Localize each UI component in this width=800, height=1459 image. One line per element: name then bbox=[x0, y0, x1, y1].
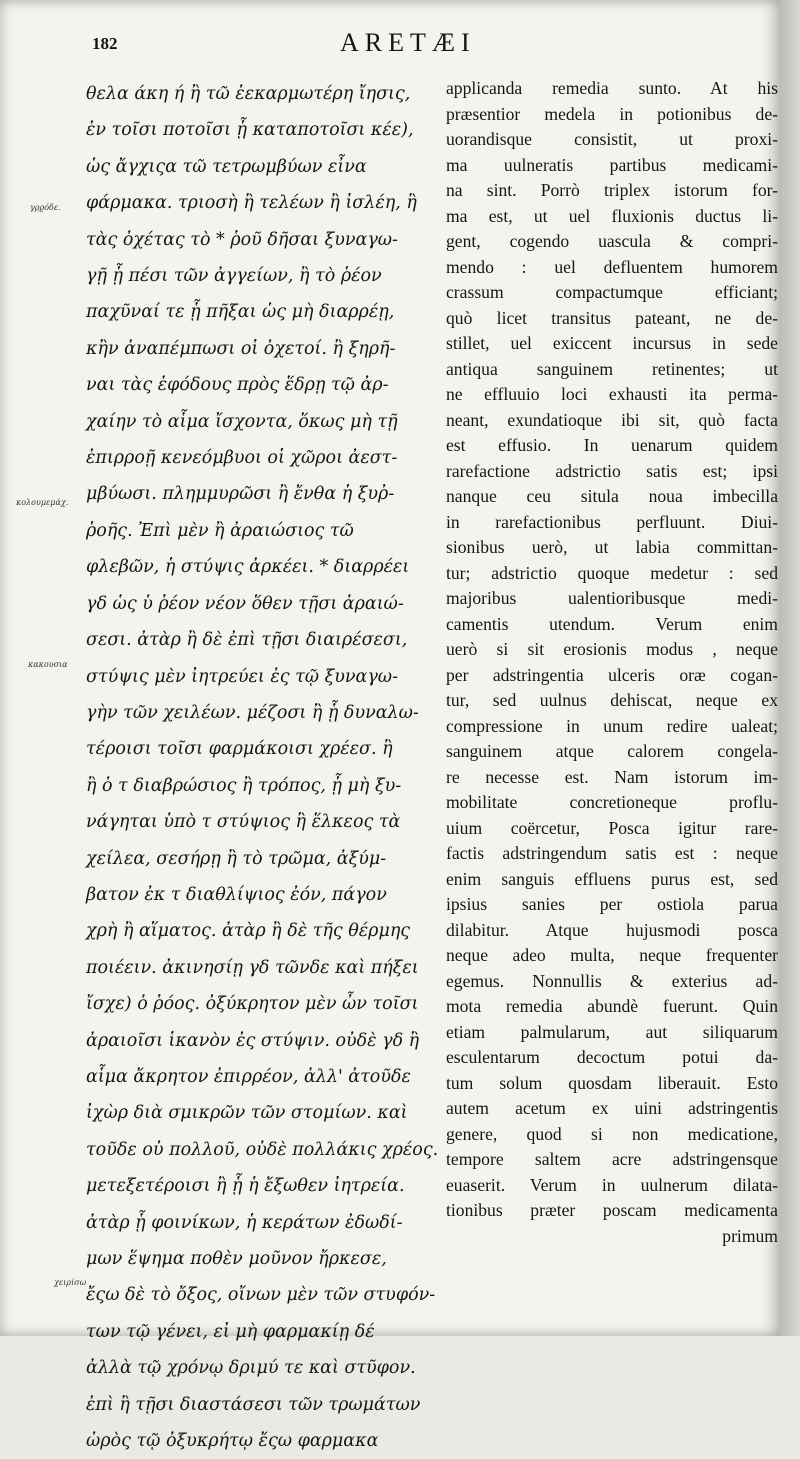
greek-text-line: μων ἕψημα ποθὲν μοῦνον ἤρκεσε, bbox=[86, 1249, 387, 1269]
latin-text-line: ma est, ut uel fluxionis ductus li- bbox=[446, 205, 778, 226]
latin-text-line: tur; adstrictio quoque medetur : sed bbox=[446, 562, 778, 583]
latin-text-line: autem acetum ex uini adstringentis bbox=[446, 1098, 778, 1118]
latin-text-line: in rarefactionibus perfluunt. Diui- bbox=[446, 511, 778, 532]
latin-text-line: mendo : uel defluentem humorem bbox=[446, 256, 778, 277]
page-edge bbox=[780, 0, 800, 1336]
latin-text-line: primum bbox=[722, 1225, 778, 1246]
latin-text-line: neque adeo multa, neque frequenter bbox=[446, 945, 778, 965]
latin-text-line: ma uulneratis partibus medicami- bbox=[446, 154, 778, 175]
greek-text-line: τὰς ὀχέτας τὸ * ῥοῦ δῆσαι ξυναγω- bbox=[86, 229, 398, 250]
greek-text-line: ἴσχε) ὁ ῥόος. ὀξύκρητον μὲν ὦν τοῖσι bbox=[86, 994, 419, 1015]
latin-text-line: enim sanguis effluens purus est, sed bbox=[446, 868, 778, 889]
latin-text-line: neant, exundatioque ibi sit, quò facta bbox=[446, 409, 778, 430]
latin-text-line: mota remedia abundè fuerunt. Quin bbox=[446, 996, 778, 1016]
greek-text-line: μβύωσι. πλημμυρῶσι ἢ ἔνθα ἡ ξυῤ- bbox=[86, 484, 395, 505]
latin-text-line: est effusio. In uenarum quidem bbox=[446, 435, 778, 455]
latin-text-line: antiqua sanguinem retinentes; ut bbox=[446, 358, 778, 379]
latin-text-line: uorandisque consistit, ut proxi- bbox=[446, 129, 778, 149]
greek-text-line: ἢ ὁ τ διαβρώσιος ἢ τρόπος, ᾗ μὴ ξυ- bbox=[86, 775, 402, 796]
latin-text-line: uium coërcetur, Posca igitur rare- bbox=[446, 817, 778, 838]
greek-text-line: παχῦναί τε ᾗ πῆξαι ὡς μὴ διαρρέῃ, bbox=[86, 302, 395, 323]
margin-note: χειρίσω bbox=[54, 1278, 87, 1287]
latin-text-line: egemus. Nonnullis & exterius ad- bbox=[446, 970, 778, 991]
greek-text-line: τέροισι τοῖσι φαρμάκοισι χρέεσ. ἢ bbox=[86, 739, 393, 760]
greek-text-line: των τῷ γένει, εἰ μὴ φαρμακίῃ δέ bbox=[86, 1321, 375, 1342]
greek-text-line: κἢν ἀναπέμπωσι οἱ ὀχετοί. ἢ ξηρῆ- bbox=[86, 338, 396, 359]
latin-text-line: mobilitate concretioneque proflu- bbox=[446, 792, 778, 812]
greek-text-line: ἔςω δὲ τὸ ὄξος, οἴνων μὲν τῶν στυφόν- bbox=[86, 1285, 436, 1306]
latin-text-line: factis adstringendum satis est : neque bbox=[446, 843, 778, 863]
margin-note: κακουσια bbox=[28, 660, 68, 669]
latin-text-column bbox=[446, 76, 778, 1249]
latin-text-line: tionibus præter poscam medicamenta bbox=[446, 1200, 778, 1220]
greek-text-line: ὡς ἄγχιςα τῶ τετρωμβύων εἶνα bbox=[86, 156, 367, 177]
latin-text-line: re necesse est. Nam istorum im- bbox=[446, 766, 778, 787]
latin-text-line: nanque ceu situla noua imbecilla bbox=[446, 486, 778, 506]
latin-text-line: stillet, uel exiccent incursus in sede bbox=[446, 333, 778, 353]
latin-text-line: dilabitur. Atque hujusmodi posca bbox=[446, 919, 778, 940]
latin-text-line: etiam palmularum, aut siliquarum bbox=[446, 1021, 778, 1042]
greek-text-line: χείλεα, σεσήρῃ ἢ τὸ τρῶμα, ἀξύμ- bbox=[86, 848, 387, 869]
greek-text-line: ἐν τοῖσι ποτοῖσι ᾗ καταποτοῖσι κέε), bbox=[86, 120, 414, 141]
latin-text-line: crassum compactumque efficiant; bbox=[446, 282, 778, 302]
latin-text-line: esculentarum decoctum potui da- bbox=[446, 1047, 778, 1067]
greek-text-line: γῇ ᾗ πέσι τῶν ἀγγείων, ἢ τὸ ῥέον bbox=[86, 266, 382, 287]
greek-text-line: θελα άκη ή ἢ τῶ ἐεκαρμωτέρη ἴησις, bbox=[86, 84, 411, 104]
greek-text-line: ῥοῆς. Ἐπὶ μὲν ἢ ἀραιώσιος τῶ bbox=[86, 520, 354, 541]
running-title: ARETÆI bbox=[340, 28, 476, 57]
latin-text-line: na sint. Porrò triplex istorum for- bbox=[446, 180, 778, 200]
page-number: 182 bbox=[92, 34, 118, 53]
latin-text-line: euaserit. Verum in uulnerum dilata- bbox=[446, 1174, 778, 1195]
greek-text-line: ὠρὸς τῷ ὀξυκρήτῳ ἔςω φαρμακα bbox=[86, 1431, 379, 1452]
latin-text-line: quò licet transitus pateant, ne de- bbox=[446, 307, 778, 328]
latin-text-line: uerò si sit erosionis modus , neque bbox=[446, 639, 778, 659]
latin-text-line: tum solum quosdam liberauit. Esto bbox=[446, 1072, 778, 1093]
latin-text-line: per adstringentia ulceris oræ cogan- bbox=[446, 664, 778, 685]
greek-text-line: σεσι. ἀτὰρ ἢ δὲ ἐπὶ τῇσι διαιρέσεσι, bbox=[86, 630, 408, 651]
latin-text-line: camentis utendum. Verum enim bbox=[446, 613, 778, 634]
latin-text-line: ne effluuio loci exhausti ita perma- bbox=[446, 384, 778, 404]
latin-text-line: sionibus uerò, ut labia committan- bbox=[446, 537, 778, 557]
greek-text-line: ἰχὼρ διὰ σμικρῶν τῶν στομίων. καὶ bbox=[86, 1103, 408, 1124]
latin-text-line: sanguinem atque calorem congela- bbox=[446, 741, 778, 761]
latin-text-line: tur, sed uulnus dehiscat, neque ex bbox=[446, 690, 778, 710]
greek-text-line: ἀλλὰ τῷ χρόνῳ δριμύ τε καὶ στῦφον. bbox=[86, 1358, 416, 1379]
greek-text-line: βατον ἐκ τ διαθλίψιος ἐόν, πάγον bbox=[86, 884, 387, 905]
greek-text-line: ναι τὰς ἐφόδους πρὸς ἕδρῃ τῷ ἀρ- bbox=[86, 375, 389, 396]
greek-text-line: ἐπιρροῇ κενεόμβυοι οἱ χῶροι ἀεστ- bbox=[86, 448, 398, 469]
latin-text-line: applicanda remedia sunto. At his bbox=[446, 78, 778, 98]
latin-text-line: majoribus ualentioribusque medi- bbox=[446, 588, 778, 608]
latin-text-line: compressione in unum redire ualeat; bbox=[446, 715, 778, 736]
greek-text-line: φλεβῶν, ἡ στύψις ἀρκέει. * διαρρέει bbox=[86, 557, 410, 578]
latin-text-line: tempore saltem acre adstringensque bbox=[446, 1149, 778, 1169]
greek-text-line: νάγηται ὑπὸ τ στύψιος ἢ ἕλκεος τὰ bbox=[86, 812, 401, 833]
greek-text-line: μετεξετέροισι ἢ ᾗ ἡ ἔξωθεν ἰητρεία. bbox=[86, 1176, 405, 1197]
latin-text-line: præsentior medela in potionibus de- bbox=[446, 103, 778, 124]
latin-text-line: ipsius sanies per ostiola parua bbox=[446, 894, 778, 914]
margin-note: κολουμεμάχ. bbox=[16, 498, 69, 507]
greek-text-line: γδ ὡς ὑ ῥέον νέον ὅθεν τῇσι ἀραιώ- bbox=[86, 593, 404, 614]
greek-text-line: στύψις μὲν ἰητρεύει ἐς τῷ ξυναγω- bbox=[86, 666, 398, 687]
greek-text-line: χαίην τὸ αἷμα ἴσχοντα, ὅκως μὴ τῇ bbox=[86, 411, 398, 432]
page-header bbox=[0, 28, 780, 68]
margin-note: γρ̣ϱόδε. bbox=[30, 203, 61, 212]
greek-text-line: γὴν τῶν χειλέων. μέζοσι ἢ ᾗ δυναλω- bbox=[86, 702, 419, 723]
latin-text-line: rarefactione adstrictio satis est; ipsi bbox=[446, 460, 778, 481]
greek-text-line: ἀτὰρ ᾗ φοινίκων, ἡ κεράτων ἐδωδί- bbox=[86, 1212, 403, 1233]
greek-text-line: φάρμακα. τριοσὴ ἢ τελέων ἢ ἰσλέη, ἢ bbox=[86, 193, 417, 214]
latin-text-line: gent, cogendo uascula & compri- bbox=[446, 231, 778, 251]
greek-text-line: ἐπὶ ἢ τῇσι διαστάσεσι τῶν τρωμάτων bbox=[86, 1394, 421, 1415]
greek-text-column bbox=[86, 76, 438, 1459]
greek-text-line: αἷμα ἄκρητον ἐπιρρέον, ἀλλ' ἀτοῦδε bbox=[86, 1066, 411, 1087]
latin-text-line: genere, quod si non medicatione, bbox=[446, 1123, 778, 1144]
greek-text-line: τοῦδε οὐ πολλοῦ, οὐδὲ πολλάκις χρέος. bbox=[86, 1139, 439, 1160]
greek-text-line: ἀραιοῖσι ἱκανὸν ἐς στύψιν. οὐδὲ γδ ἢ bbox=[86, 1030, 420, 1051]
greek-text-line: ποιέειν. ἀκινησίῃ γδ τῶνδε καὶ πήξει bbox=[86, 957, 419, 978]
greek-text-line: χρὴ ἢ αἵματος. ἀτὰρ ἢ δὲ τῆς θέρμης bbox=[86, 921, 411, 942]
